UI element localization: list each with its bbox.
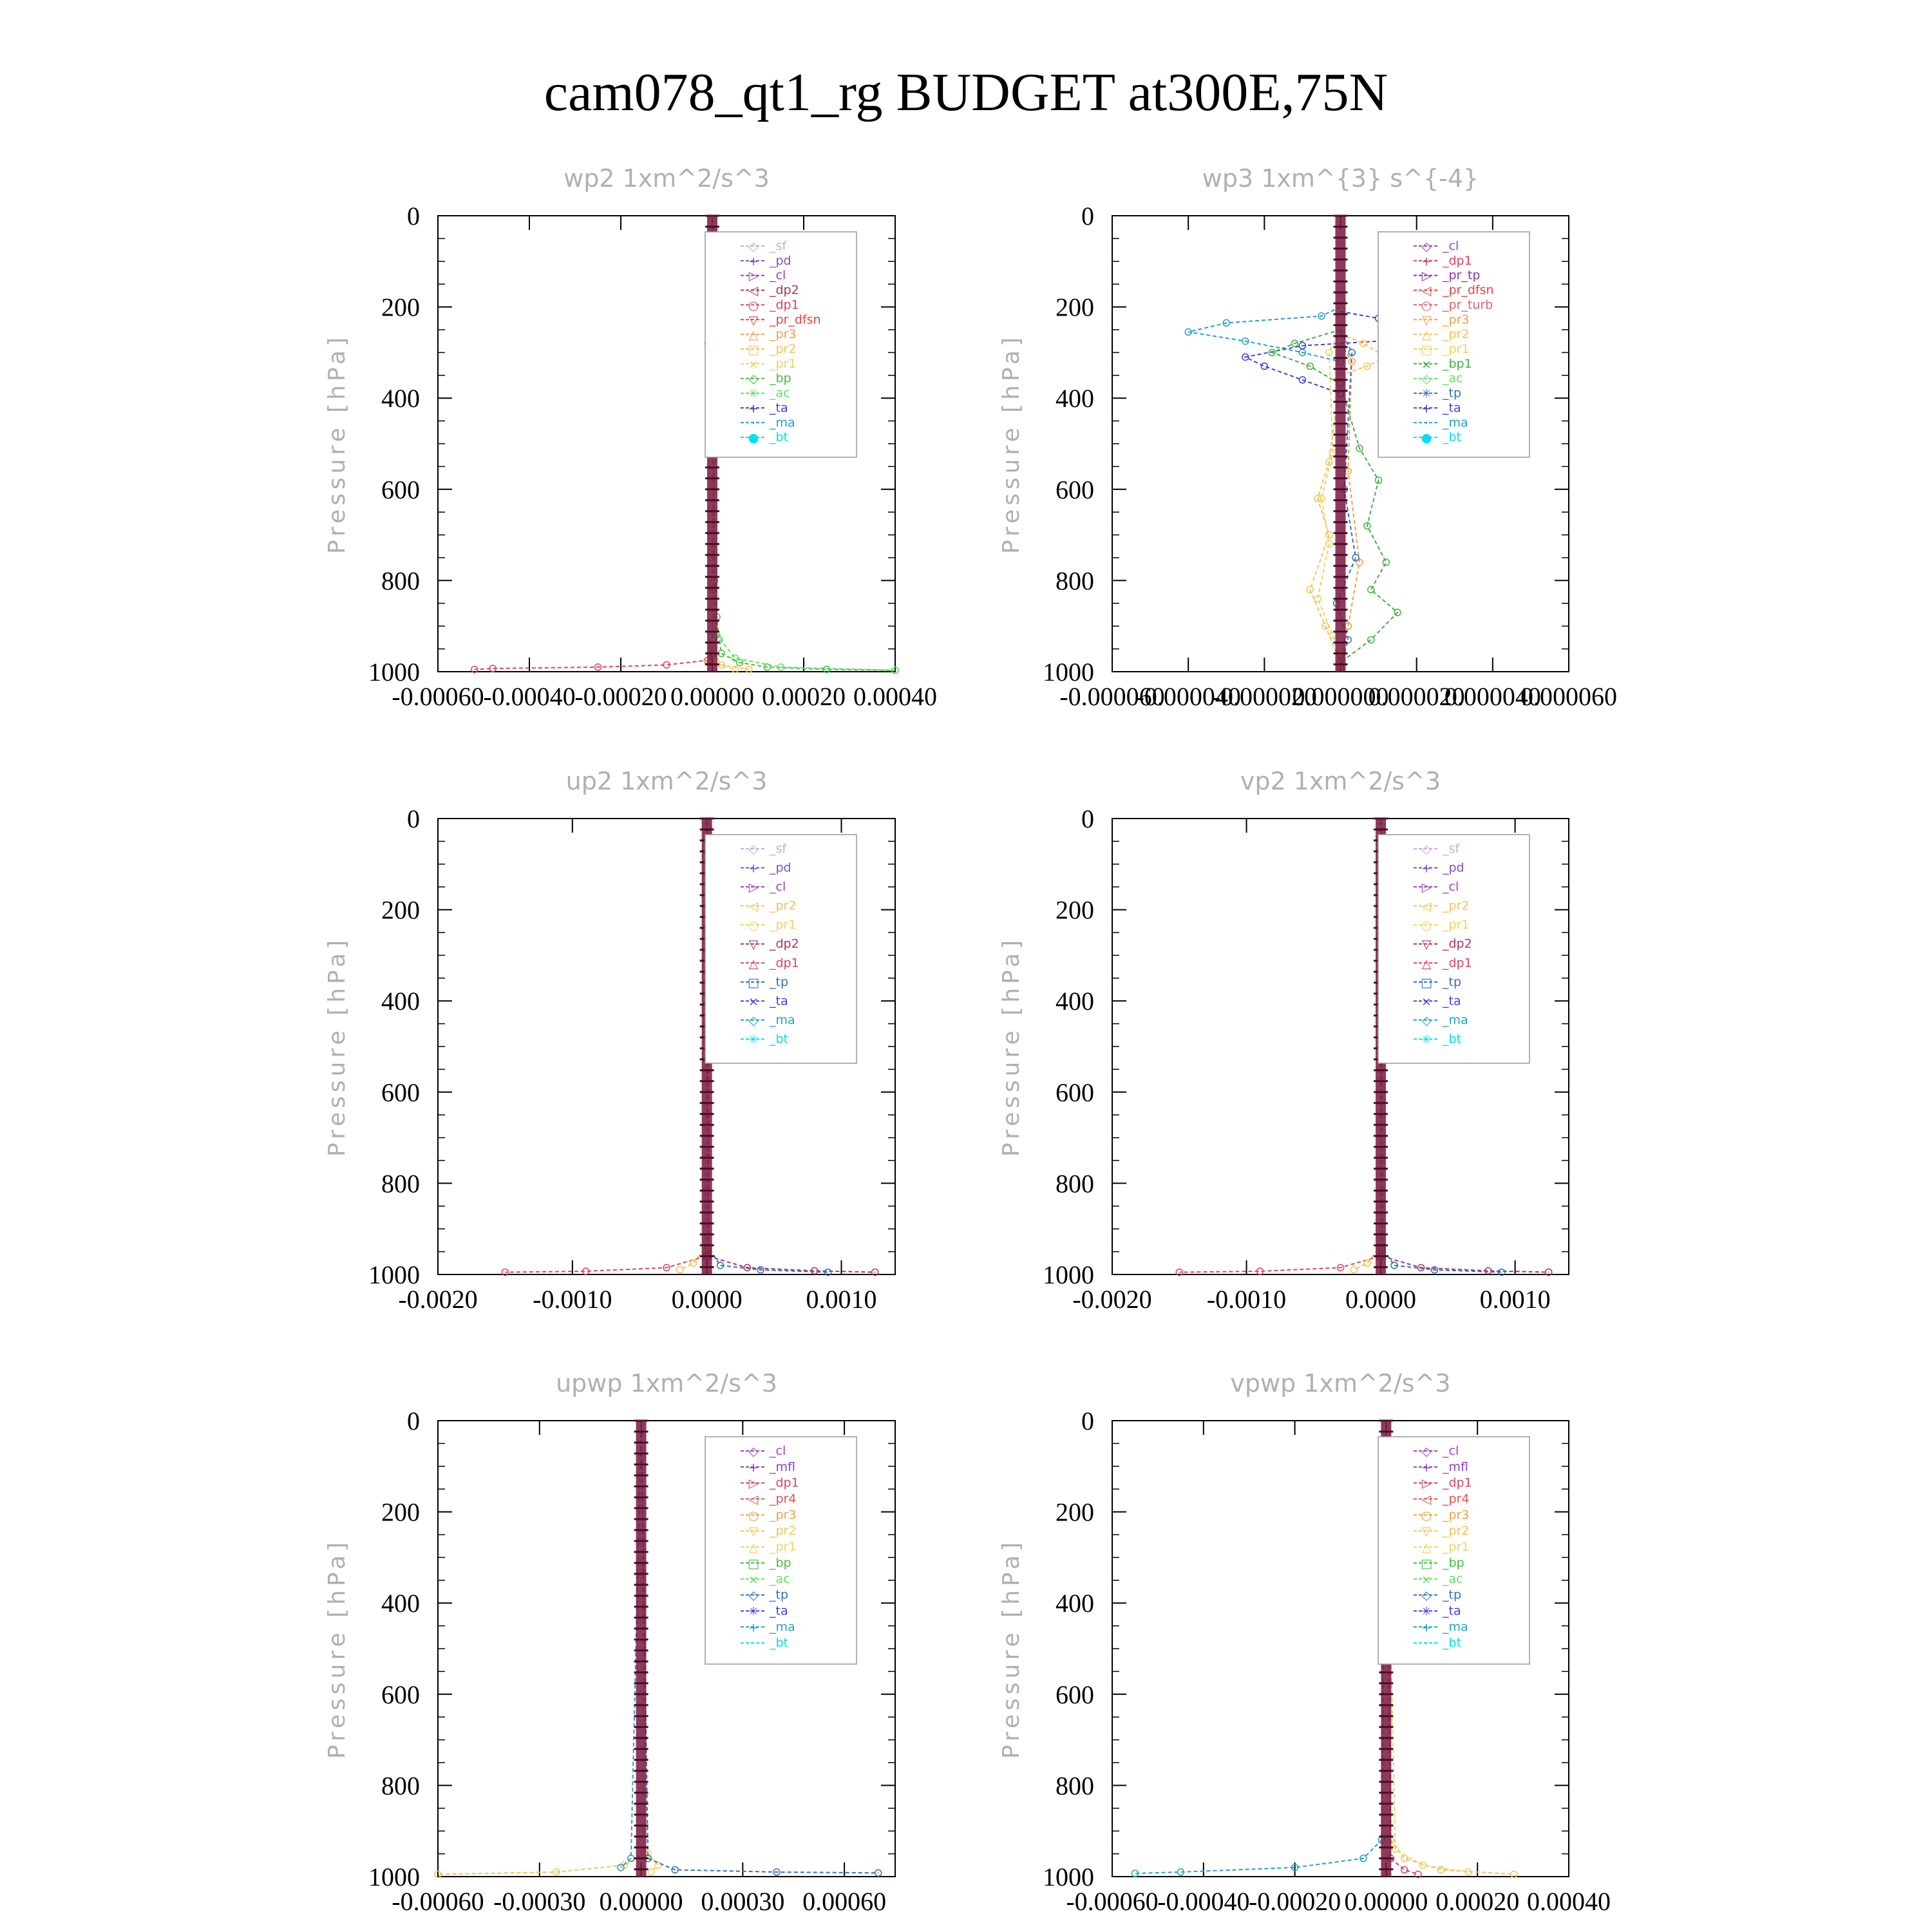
legend-label: _bp <box>770 371 791 386</box>
x-tick-label: -0.00060 <box>392 1887 484 1916</box>
legend-label: _mfl <box>1443 1459 1468 1474</box>
x-tick-label: -0.000020 <box>1211 682 1317 711</box>
legend-label: _ta <box>1443 401 1461 415</box>
legend-marker: ◁ <box>1421 1492 1432 1507</box>
legend-label: _pr1 <box>1443 342 1470 356</box>
legend-label: _pd <box>770 253 791 268</box>
data-point <box>1401 1866 1408 1873</box>
legend-label: _pr1 <box>1443 1540 1470 1555</box>
y-tick-label: 800 <box>1056 1169 1094 1198</box>
legend-marker: × <box>1421 994 1432 1009</box>
legend-marker: △ <box>1421 956 1432 971</box>
legend-marker: + <box>1421 1460 1432 1475</box>
y-tick-label: 400 <box>1056 987 1094 1016</box>
y-tick-label: 800 <box>1056 1771 1094 1801</box>
legend-label: _cl <box>1443 1444 1459 1458</box>
legend-marker: △ <box>1421 328 1432 343</box>
legend-marker: ▷ <box>748 880 759 895</box>
legend-marker: ✳ <box>748 1032 759 1047</box>
legend-marker: △ <box>748 956 759 971</box>
y-tick-label: 600 <box>1056 475 1094 504</box>
legend-marker: □ <box>748 975 759 990</box>
x-tick-label: -0.00020 <box>1248 1887 1341 1916</box>
legend-label: _pr_turb <box>1443 298 1493 312</box>
legend-label: _bp <box>770 1555 791 1570</box>
y-tick-label: 800 <box>381 1169 420 1198</box>
data-point <box>677 1267 683 1273</box>
legend-marker: ▷ <box>1421 269 1432 283</box>
legend-marker: ▽ <box>1421 313 1432 328</box>
legend-marker: + <box>1421 1620 1432 1635</box>
legend-label: _mfl <box>770 1459 795 1474</box>
y-tick-label: 1000 <box>1043 658 1094 687</box>
panel-title: vpwp 1xm^2/s^3 <box>1230 1369 1451 1397</box>
panel-title: wp2 1xm^2/s^3 <box>564 164 770 193</box>
legend-label: _bt <box>1443 430 1462 445</box>
series-line-pr2 <box>1310 334 1386 663</box>
data-point <box>1350 1267 1357 1273</box>
x-tick-label: 0.00040 <box>853 682 937 711</box>
legend-marker: + <box>1421 861 1432 876</box>
legend-label: _pd <box>1443 860 1464 875</box>
x-tick-label: 0.00030 <box>701 1887 785 1916</box>
legend-label: _pr1 <box>770 918 797 933</box>
panel-title: up2 1xm^2/s^3 <box>565 767 768 795</box>
legend-marker: × <box>748 1572 759 1587</box>
legend-label: _cl <box>1443 239 1459 253</box>
legend-label: _ma <box>1443 415 1468 430</box>
legend-label: _pr3 <box>770 327 797 342</box>
legend-label: _ma <box>1443 1012 1468 1027</box>
x-tick-label: -0.0020 <box>398 1285 478 1314</box>
legend-label: _bt <box>770 1032 789 1046</box>
y-tick-label: 0 <box>1081 202 1094 231</box>
legend-marker: ✳ <box>748 1604 759 1619</box>
legend-label: _pr2 <box>1443 327 1470 342</box>
x-tick-label: 0.0000 <box>671 1285 743 1314</box>
legend-marker: ○ <box>748 298 759 313</box>
legend-marker: ▷ <box>1421 1476 1432 1491</box>
legend-marker: ○ <box>748 1508 759 1523</box>
legend-label: _pr2 <box>770 342 797 356</box>
legend-label: _bt <box>770 430 789 445</box>
legend-label: _cl <box>770 268 786 283</box>
legend-label: _dp1 <box>770 298 799 312</box>
legend-label: _sf <box>770 842 787 856</box>
legend-marker: ◇ <box>1421 842 1432 857</box>
legend-marker: + <box>748 1460 759 1475</box>
legend-marker: · <box>751 1636 756 1651</box>
y-tick-label: 0 <box>407 804 420 833</box>
y-axis-label: Pressure [hPa] <box>998 936 1025 1157</box>
legend-marker: ✳ <box>748 386 759 401</box>
x-tick-label: -0.0010 <box>533 1285 612 1314</box>
y-tick-label: 400 <box>1056 1589 1094 1618</box>
x-tick-label: -0.00060 <box>1066 1887 1159 1916</box>
y-tick-label: 400 <box>1056 384 1094 413</box>
legend-marker: · <box>1424 1636 1429 1651</box>
data-point <box>1401 1855 1408 1862</box>
zero-profile-band <box>636 1421 647 1877</box>
y-tick-label: 800 <box>381 1771 420 1801</box>
panel-title: vp2 1xm^2/s^3 <box>1240 767 1441 795</box>
legend-marker: ● <box>748 431 759 446</box>
y-tick-label: 800 <box>381 566 420 596</box>
legend-label: _ta <box>1443 994 1461 1009</box>
y-tick-label: 400 <box>381 384 420 413</box>
legend-marker: ✳ <box>1421 386 1432 401</box>
legend-marker: · <box>1424 416 1429 431</box>
x-tick-label: 0.0010 <box>806 1285 877 1314</box>
legend-marker: ▷ <box>748 1476 759 1491</box>
legend-marker: ✳ <box>1421 1604 1432 1619</box>
x-tick-label: 0.000060 <box>1520 682 1617 711</box>
legend-label: _tp <box>1443 1587 1462 1602</box>
legend-marker: ✳ <box>1421 1032 1432 1047</box>
legend-marker: □ <box>748 1556 759 1571</box>
y-tick-label: 200 <box>381 895 420 925</box>
legend-marker: ○ <box>1421 1508 1432 1523</box>
y-tick-label: 600 <box>1056 1680 1094 1709</box>
legend-marker: + <box>1421 401 1432 416</box>
legend-label: _dp1 <box>770 1475 799 1490</box>
legend-label: _ac <box>770 386 790 401</box>
legend-marker: × <box>1421 357 1432 372</box>
x-tick-label: 0.00000 <box>670 682 754 711</box>
legend-label: _ta <box>1443 1604 1461 1618</box>
legend-label: _bt <box>1443 1636 1462 1651</box>
legend-marker: ◇ <box>1421 1588 1432 1603</box>
legend-label: _pr2 <box>770 898 797 913</box>
data-point <box>1364 1260 1370 1266</box>
y-tick-label: 1000 <box>368 1862 420 1891</box>
legend-marker: × <box>748 357 759 372</box>
legend-label: _tp <box>1443 974 1462 989</box>
data-point <box>875 1870 882 1876</box>
x-tick-label: 0.00060 <box>802 1887 887 1916</box>
figure-title: cam078_qt1_rg BUDGET at300E,75N <box>544 62 1388 122</box>
x-tick-label: 0.00000 <box>599 1887 683 1916</box>
legend-label: _dp2 <box>770 283 799 298</box>
legend-label: _pr4 <box>770 1492 797 1506</box>
legend-label: _cl <box>770 880 786 895</box>
chart-panel-5 <box>324 1369 895 1916</box>
legend-marker: × <box>1421 1572 1432 1587</box>
legend-label: _pd <box>770 860 791 875</box>
legend-marker: ◇ <box>748 1588 759 1603</box>
y-axis-label: Pressure [hPa] <box>324 333 350 554</box>
y-tick-label: 600 <box>381 1077 420 1107</box>
y-tick-label: 200 <box>1056 1497 1094 1527</box>
chart-panel-3 <box>324 767 895 1314</box>
data-point <box>1360 340 1367 346</box>
data-point <box>690 1260 697 1266</box>
legend-marker: ▽ <box>1421 1524 1432 1539</box>
legend-marker: ◇ <box>1421 1444 1432 1459</box>
chart-panel-4 <box>998 767 1569 1314</box>
y-tick-label: 800 <box>1056 566 1094 596</box>
legend-marker: ○ <box>748 918 759 933</box>
y-tick-label: 600 <box>381 475 420 504</box>
legend-marker: ◇ <box>1421 372 1432 386</box>
legend-label: _bt <box>1443 1032 1462 1046</box>
data-point <box>628 1855 634 1862</box>
x-tick-label: -0.000060 <box>1059 682 1165 711</box>
legend-label: _ta <box>770 994 788 1009</box>
legend-marker: × <box>748 994 759 1009</box>
legend-marker: ◇ <box>1421 1013 1432 1028</box>
legend-marker: ▽ <box>748 1524 759 1539</box>
legend-marker: ◇ <box>748 1444 759 1459</box>
legend-label: _ma <box>770 1620 795 1634</box>
legend-label: _cl <box>770 1444 786 1458</box>
legend-marker: ◇ <box>748 842 759 857</box>
legend-marker: ◁ <box>748 899 759 914</box>
legend-marker: ○ <box>1421 918 1432 933</box>
x-tick-label: -0.000040 <box>1135 682 1241 711</box>
x-tick-label: 0.00020 <box>1435 1887 1520 1916</box>
legend-label: _dp2 <box>1443 936 1472 951</box>
legend-marker: □ <box>1421 343 1432 357</box>
legend-marker: + <box>748 861 759 876</box>
panel-title: upwp 1xm^2/s^3 <box>556 1369 777 1397</box>
x-tick-label: 0.000040 <box>1444 682 1541 711</box>
legend-label: _pr2 <box>1443 1524 1470 1539</box>
legend-label: _ta <box>770 401 788 415</box>
x-tick-label: -0.00020 <box>574 682 667 711</box>
legend-marker: ◇ <box>748 372 759 386</box>
legend-label: _dp2 <box>770 936 799 951</box>
x-tick-label: 0.0010 <box>1479 1285 1551 1314</box>
legend-marker: ◁ <box>748 283 759 298</box>
zero-profile-band <box>1336 216 1346 672</box>
legend-marker: ◁ <box>1421 283 1432 298</box>
legend-marker: □ <box>1421 1556 1432 1571</box>
legend-label: _tp <box>1443 386 1462 401</box>
legend-label: _pr3 <box>1443 312 1470 327</box>
y-tick-label: 400 <box>381 987 420 1016</box>
legend-label: _pr3 <box>770 1508 797 1522</box>
legend-marker: ◇ <box>748 240 759 254</box>
y-axis-label: Pressure [hPa] <box>324 936 350 1157</box>
x-tick-label: 0.00020 <box>762 682 846 711</box>
legend-label: _ac <box>1443 1571 1463 1586</box>
y-tick-label: 1000 <box>1043 1260 1094 1289</box>
chart-panel-6 <box>998 1369 1611 1916</box>
x-tick-label: 0.00000 <box>1344 1887 1428 1916</box>
legend-marker: · <box>751 416 756 431</box>
legend-marker: ◇ <box>1421 240 1432 254</box>
y-tick-label: 1000 <box>368 658 420 687</box>
series-line-dp1 <box>475 216 712 670</box>
legend-label: _ac <box>770 1571 790 1586</box>
legend-marker: △ <box>748 1540 759 1555</box>
legend-marker: + <box>748 254 759 269</box>
legend-label: _pr1 <box>770 356 797 371</box>
y-tick-label: 600 <box>1056 1077 1094 1107</box>
legend-label: _dp1 <box>1443 956 1472 971</box>
x-tick-label: -0.0010 <box>1206 1285 1287 1314</box>
y-tick-label: 200 <box>1056 895 1094 925</box>
legend-marker: △ <box>1421 1540 1432 1555</box>
legend-label: _cl <box>1443 880 1459 895</box>
legend-label: _tp <box>770 1587 789 1602</box>
legend-marker: □ <box>748 343 759 357</box>
legend-label: _sf <box>1443 842 1460 856</box>
legend-label: _tp <box>770 974 789 989</box>
legend-label: _pr3 <box>1443 1508 1470 1522</box>
legend-marker: + <box>748 1620 759 1635</box>
x-tick-label: -0.00040 <box>483 682 576 711</box>
legend-label: _dp1 <box>770 956 799 971</box>
legend-marker: ▷ <box>748 269 759 283</box>
y-tick-label: 1000 <box>1043 1862 1094 1891</box>
legend-marker: ◁ <box>1421 899 1432 914</box>
y-tick-label: 0 <box>407 202 420 231</box>
y-axis-label: Pressure [hPa] <box>998 1538 1025 1759</box>
series-line-dp1 <box>1179 819 1381 1273</box>
x-tick-label: -0.0020 <box>1072 1285 1152 1314</box>
x-tick-label: 0.0000 <box>1345 1285 1417 1314</box>
y-tick-label: 0 <box>1081 1406 1094 1435</box>
legend-marker: ▽ <box>748 937 759 952</box>
legend-label: _pr_dfsn <box>770 312 821 327</box>
legend-marker: ▷ <box>1421 880 1432 895</box>
y-tick-label: 0 <box>407 1406 420 1435</box>
legend-marker: □ <box>1421 975 1432 990</box>
x-tick-label: -0.00030 <box>493 1887 586 1916</box>
legend-marker: ○ <box>1421 298 1432 313</box>
legend-marker: △ <box>748 328 759 343</box>
legend-marker: ● <box>1421 431 1432 446</box>
x-tick-label: 0.000020 <box>1368 682 1465 711</box>
y-tick-label: 200 <box>381 1497 420 1527</box>
legend-label: _pr_dfsn <box>1443 283 1494 298</box>
legend-marker: ◇ <box>748 1013 759 1028</box>
y-tick-label: 0 <box>1081 804 1094 833</box>
legend-label: _pr4 <box>1443 1492 1470 1506</box>
legend-label: _ma <box>770 1012 795 1027</box>
legend-label: _ma <box>1443 1620 1468 1634</box>
legend-marker: ▽ <box>1421 937 1432 952</box>
legend-label: _pr2 <box>770 1524 797 1539</box>
series-line-ma <box>1135 1421 1387 1873</box>
x-tick-label: -0.00060 <box>392 682 484 711</box>
chart-panel-2 <box>998 164 1617 711</box>
legend-label: _bp1 <box>1443 356 1472 371</box>
data-point <box>1368 587 1374 593</box>
y-tick-label: 200 <box>381 292 420 322</box>
series-line-pr2 <box>438 1421 645 1875</box>
legend-marker: + <box>748 401 759 416</box>
panel-title: wp3 1xm^{3} s^{-4} <box>1202 164 1479 193</box>
x-tick-label: 0.000000 <box>1292 682 1389 711</box>
legend-marker: + <box>1421 254 1432 269</box>
legend-label: _dp1 <box>1443 253 1472 268</box>
legend-label: _ma <box>770 415 795 430</box>
legend-label: _sf <box>770 239 787 253</box>
legend-label: _ac <box>1443 371 1463 386</box>
legend-label: _pr1 <box>770 1540 797 1555</box>
y-tick-label: 400 <box>381 1589 420 1618</box>
legend-marker: ▽ <box>748 313 759 328</box>
x-tick-label: -0.00040 <box>1157 1887 1250 1916</box>
legend-label: _pr_tp <box>1443 268 1481 283</box>
y-tick-label: 200 <box>1056 292 1094 322</box>
legend-label: _ta <box>770 1604 788 1618</box>
legend-label: _bt <box>770 1636 789 1651</box>
legend-marker: ◁ <box>748 1492 759 1507</box>
y-axis-label: Pressure [hPa] <box>324 1538 350 1759</box>
legend-label: _pr1 <box>1443 918 1470 933</box>
data-point <box>1383 559 1389 565</box>
data-point <box>1352 554 1359 561</box>
x-tick-label: 0.00040 <box>1527 1887 1611 1916</box>
legend-label: _bp <box>1443 1555 1464 1570</box>
legend-label: _dp1 <box>1443 1475 1472 1490</box>
legend-label: _pr2 <box>1443 898 1470 913</box>
y-tick-label: 1000 <box>368 1260 420 1289</box>
y-tick-label: 600 <box>381 1680 420 1709</box>
data-point <box>1261 363 1267 370</box>
y-axis-label: Pressure [hPa] <box>998 333 1025 554</box>
series-line-dp1 <box>505 819 706 1273</box>
chart-panel-1 <box>324 164 937 711</box>
